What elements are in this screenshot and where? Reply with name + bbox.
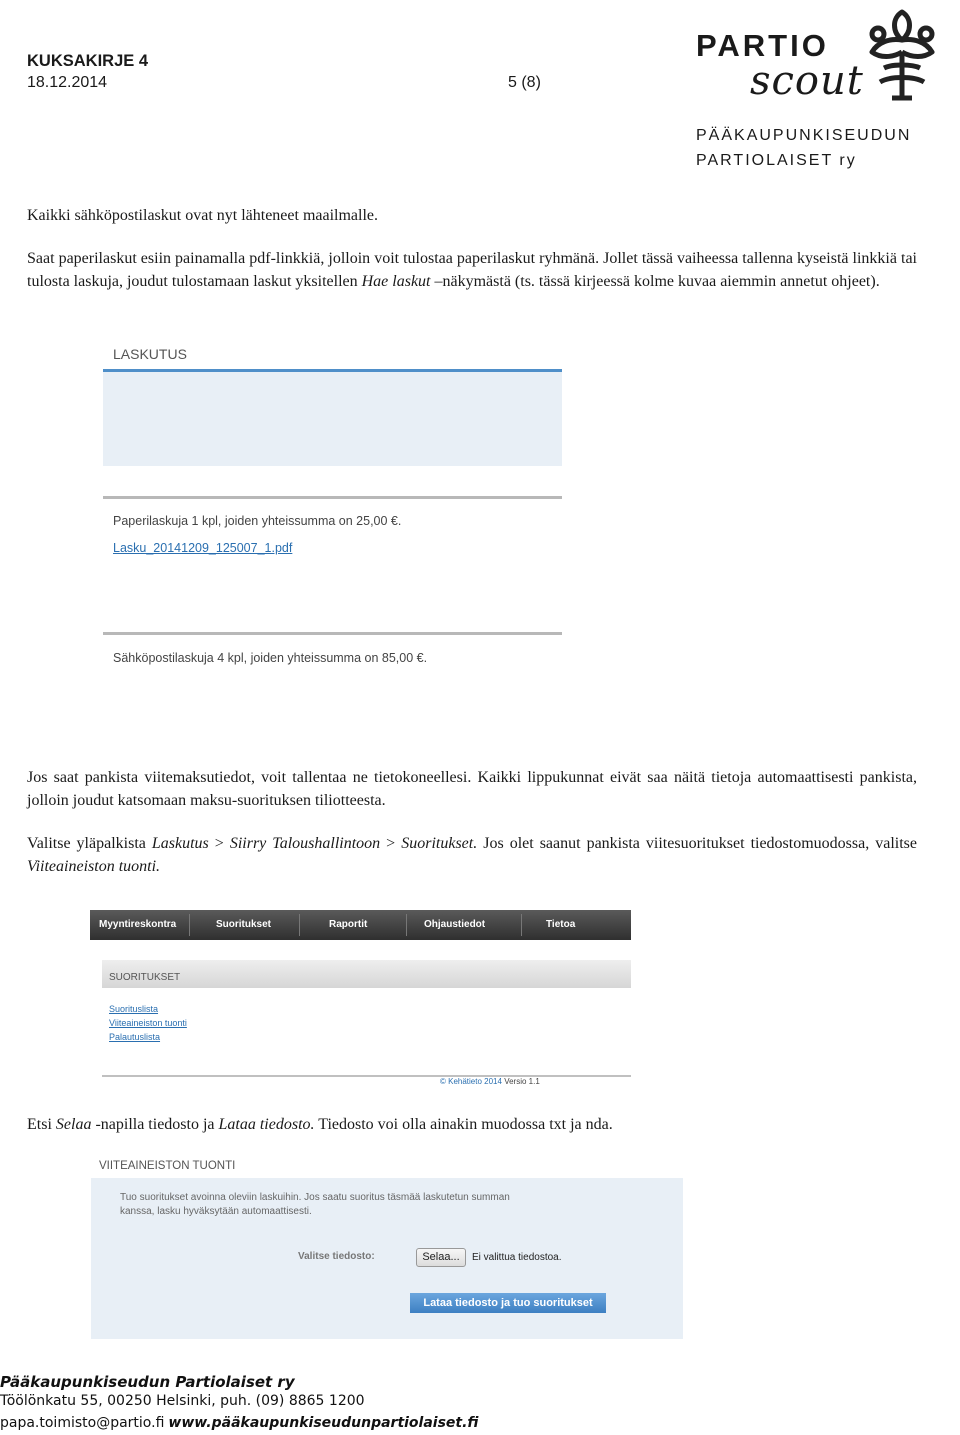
footer-email-link[interactable]: papa.toimisto@partio.fi [0,1415,165,1431]
link-suorituslista[interactable]: Suorituslista [109,1004,159,1014]
nav-myyntireskontra[interactable]: Myyntireskontra [99,919,177,930]
laskutus-divider-1 [103,496,562,499]
no-file-text: Ei valittua tiedostoa. [472,1252,562,1263]
paragraph-bank-reference: Jos saat pankista viitemaksutiedot, voit tallentaa ne tietokoneellesi. Kaikki lippukunnat eivät saa näitä tietoja automaattisesti pankista, jolloin joudut katsomaan maksu-suorituksen tiliotteesta. [27,769,917,809]
p5-italic-lataa-tiedosto: Lataa tiedosto. [218,1116,315,1133]
paragraph-email-sent: Kaikki sähköpostilaskut ovat nyt lähteneet maailmalle. [27,207,379,224]
laskutus-divider-2 [103,632,562,635]
footer-org-name: Pääkaupunkiseudun Partiolaiset ry [0,1373,295,1391]
footer-divider [102,1075,631,1077]
nav-separator [299,914,300,936]
nav-suoritukset[interactable]: Suoritukset [216,919,272,930]
email-invoice-summary: Sähköpostilaskuja 4 kpl, joiden yhteissumma on 85,00 €. [113,651,428,665]
nav-tietoa[interactable]: Tietoa [546,919,576,930]
p5-text-b: -napilla tiedosto ja [91,1116,219,1133]
top-navbar [90,910,631,940]
footer-web-link[interactable]: www.pääkaupunkiseudunpartiolaiset.fi [168,1415,479,1431]
p4-text-a: Valitse yläpalkista [27,835,152,852]
laskutus-title: LASKUTUS [113,346,187,362]
version-label: Versio 1.1 [504,1077,540,1086]
browse-button[interactable]: Selaa... [416,1248,466,1267]
partio-scout-logo [694,6,944,171]
viiteaineisto-info: Tuo suoritukset avoinna oleviin laskuihin. Jos saatu suoritus täsmää laskutetun summan kanssa, lasku hyväksytään automaattisesti. [120,1192,510,1217]
laskutus-screenshot [100,340,565,680]
p2-text-b: –näkymästä (ts. tässä kirjeessä kolme kuvaa aiemmin annetut ohjeet). [430,273,880,290]
paragraph-paper-invoices [27,247,917,293]
paragraph-browse-upload [27,1113,917,1136]
document-date: 18.12.2014 [27,74,108,91]
p2-italic-hae-laskut: Hae laskut [361,273,431,290]
p4-italic-laskutus: Laskutus [151,835,209,852]
p5-text-a: Etsi [27,1116,56,1133]
p5-italic-selaa: Selaa [55,1116,92,1133]
link-palautuslista[interactable]: Palautuslista [109,1032,161,1042]
logo-org-line2: PARTIOLAISET ry [696,152,857,169]
page-number: 5 (8) [508,74,541,91]
copyright-label: © Kehätieto 2014 [440,1077,502,1086]
paper-invoice-summary: Paperilaskuja 1 kpl, joiden yhteissumma on 25,00 €. [113,514,402,528]
section-header-bar [102,960,631,988]
copyright-text [440,1077,540,1086]
p4-italic-suoritukset: Suoritukset. [401,835,478,852]
viiteaineisto-title: VIITEAINEISTON TUONTI [99,1160,236,1172]
nav-separator [189,914,190,936]
nav-raportit[interactable]: Raportit [329,919,368,930]
upload-submit-button[interactable]: Lataa tiedosto ja tuo suoritukset [410,1293,606,1313]
p2-text-a: Saat paperilaskut esiin painamalla pdf-linkkiä, jolloin voit tulostaa paperilaskut ryhmänä. Jollet tässä vaiheessa tallenna kyseistä linkkiä tai tulosta laskuja, joudut tulostamaan laskut yksitellen [27,250,917,290]
viiteaineisto-screenshot [90,1155,685,1340]
logo-partio-text: PARTIO [696,28,829,63]
laskutus-info-box [103,372,562,466]
p4-text-d: Jos olet saanut pankista viitesuoritukset tiedostomuodossa, valitse [477,835,917,852]
suoritukset-title: SUORITUKSET [109,972,181,983]
nav-ohjaustiedot[interactable]: Ohjaustiedot [424,919,486,930]
suoritukset-screenshot [88,910,633,1090]
logo-scout-text: scout [750,58,864,104]
p4-text-c: > [380,835,402,852]
p4-italic-taloushallinto: Siirry Taloushallintoon [229,835,381,852]
scout-emblem-icon [862,6,942,106]
p4-italic-viiteaineiston-tuonti: Viiteaineiston tuonti. [27,858,161,875]
nav-separator [406,914,407,936]
document-title: KUKSAKIRJE 4 [27,52,149,70]
logo-org-line1: PÄÄKAUPUNKISEUDUN [696,127,912,144]
footer-contact [0,1414,478,1432]
p5-text-c: Tiedosto voi olla ainakin muodossa txt ja nda. [314,1116,613,1133]
file-label: Valitse tiedosto: [298,1251,375,1262]
link-viiteaineiston-tuonti[interactable]: Viiteaineiston tuonti [109,1018,187,1028]
footer-address: Töölönkatu 55, 00250 Helsinki, puh. (09) 8865 1200 [0,1393,365,1409]
nav-separator [521,914,522,936]
paragraph-select-menu [27,832,917,878]
p4-text-b: > [208,835,230,852]
pdf-invoice-link[interactable]: Lasku_20141209_125007_1.pdf [113,541,293,555]
